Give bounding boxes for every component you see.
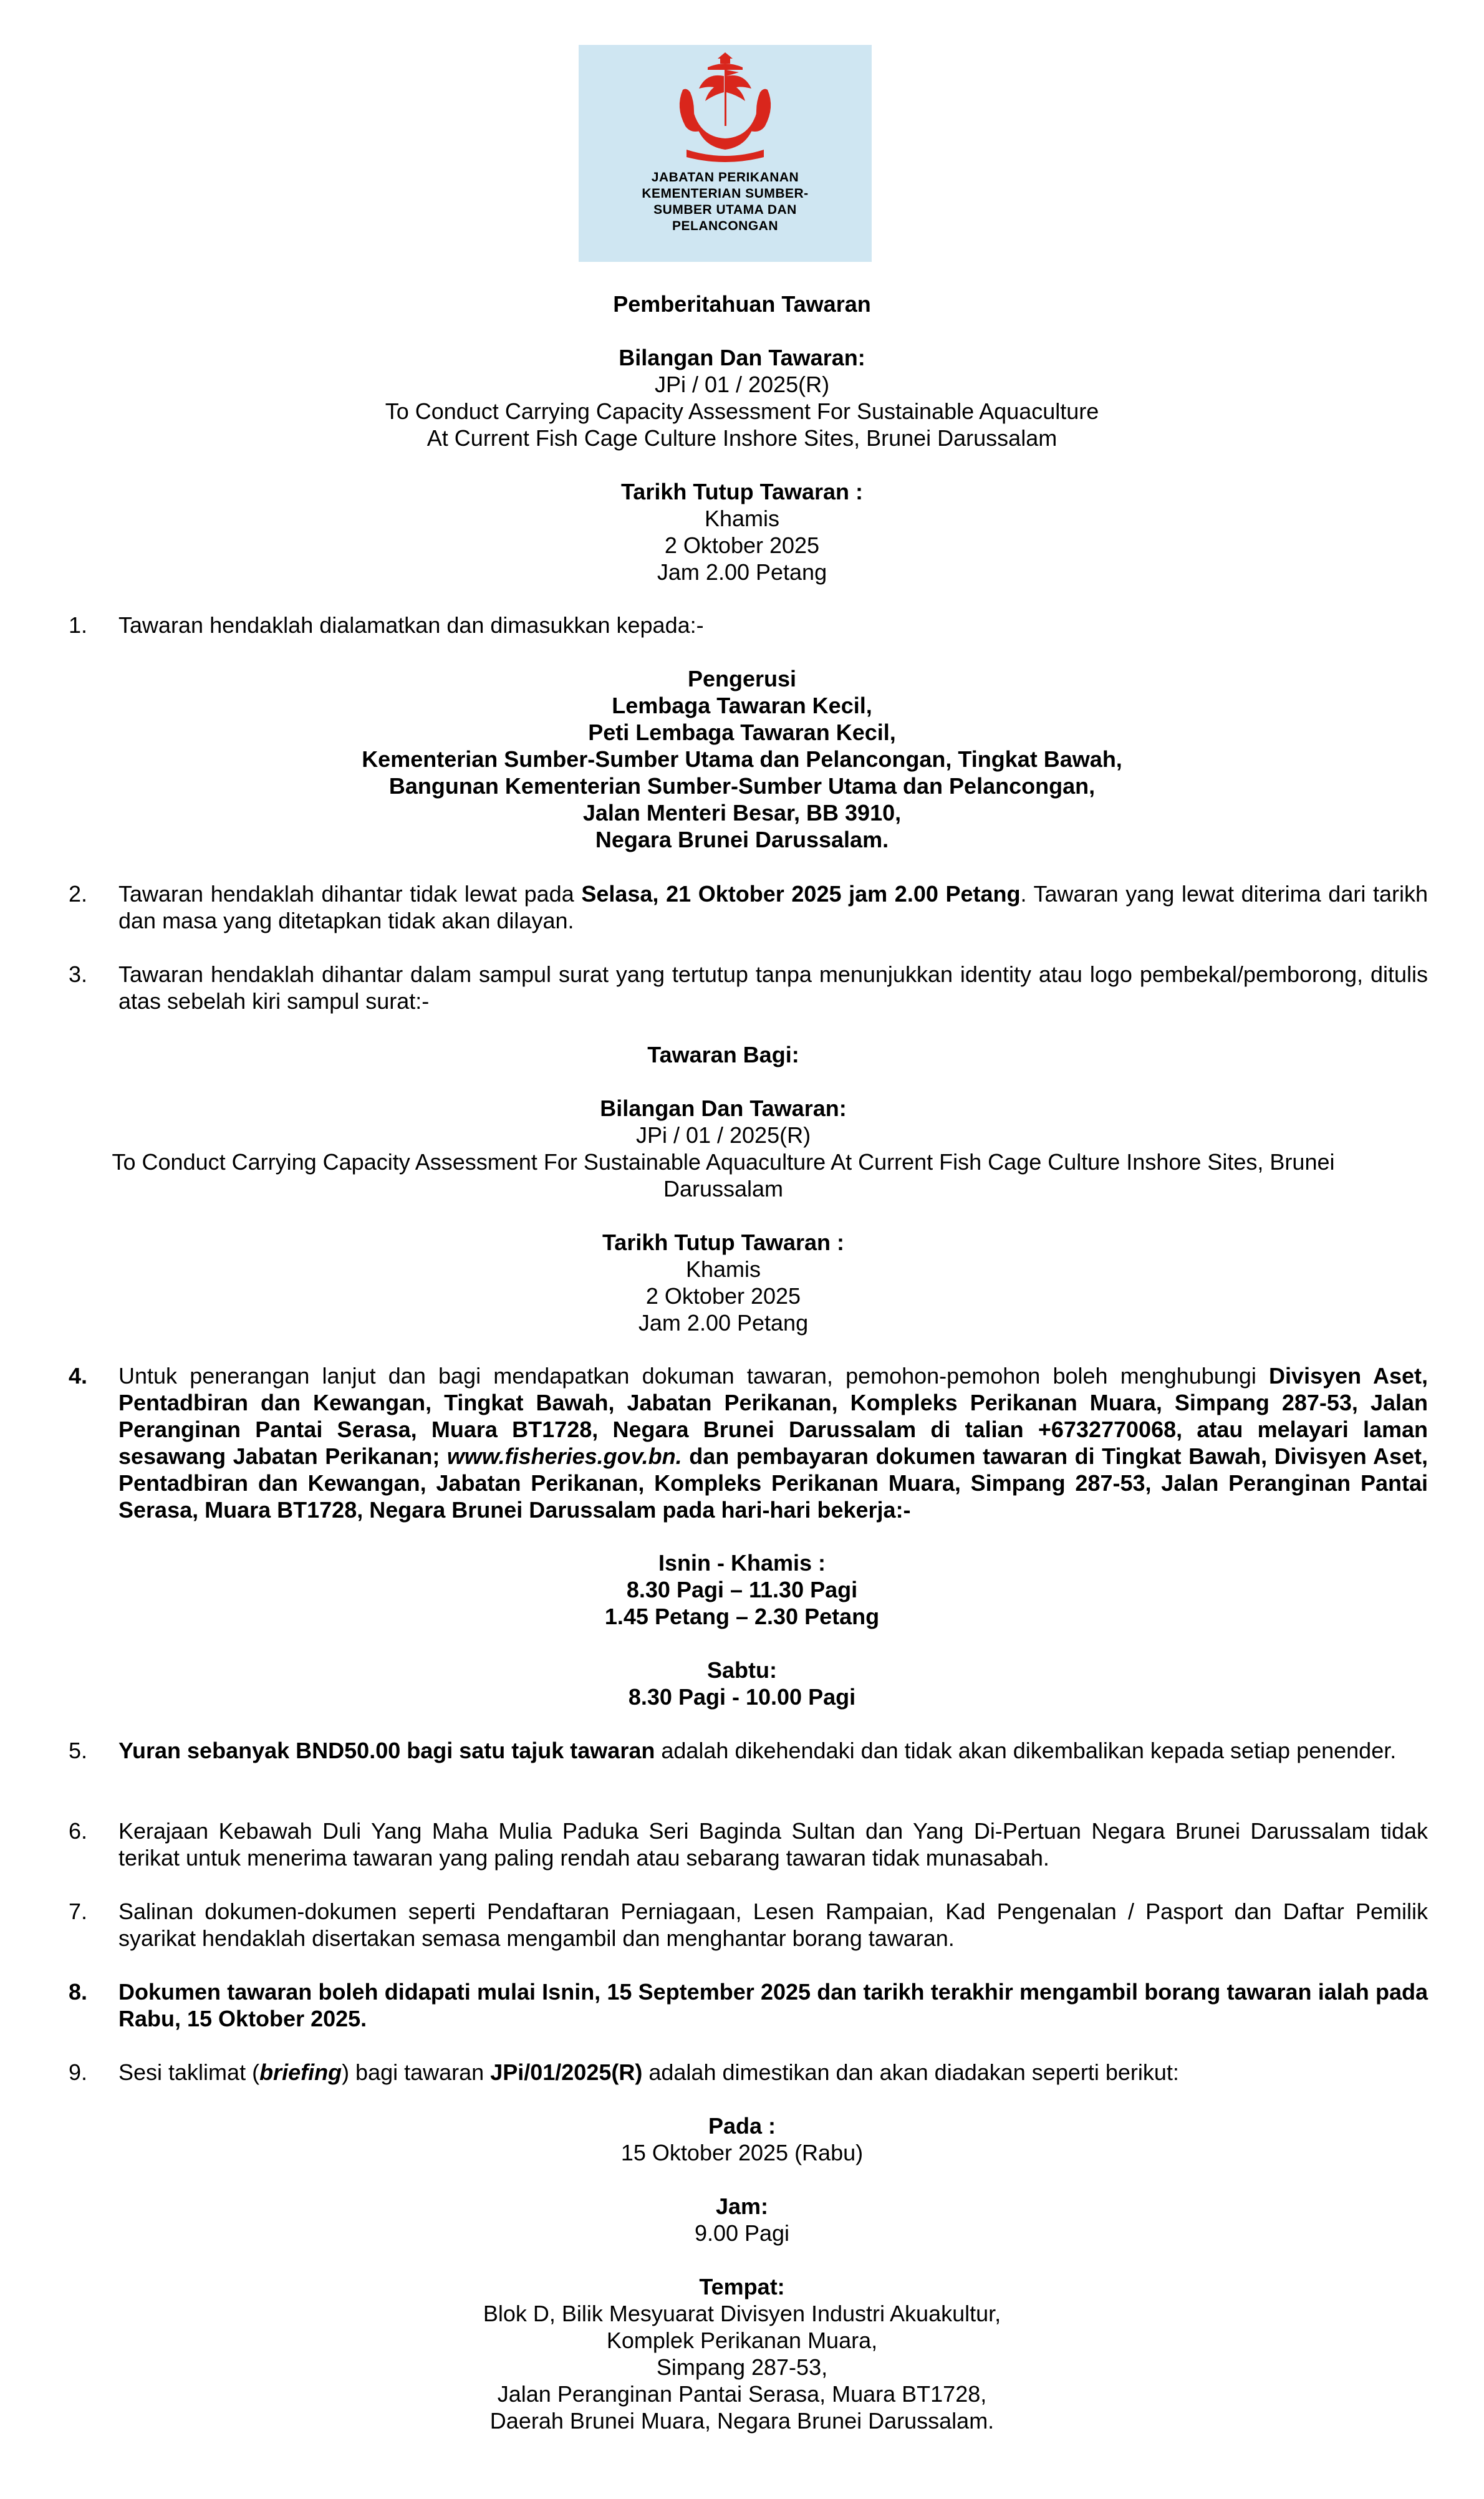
logo-line: JABATAN PERIKANAN [651,170,799,185]
for-label: Tawaran Bagi: [647,1042,799,1067]
clause-4 [69,1362,1428,1523]
subject-line: To Conduct Carrying Capacity Assessment For Sustainable Aquaculture At Current Fish Cage Culture Inshore Sites, Brunei [112,1149,1335,1175]
clause-text: Salinan dokumen-dokumen seperti Pendaftaran Perniagaan, Lesen Rampaian, Kad Pengenalan / Pasport dan Daftar Pemilik syarikat hendaklah disertakan semasa mengambil dan menghantar borang tawaran. [118,1899,1428,1951]
clause-text: Sesi taklimat (briefing) bagi tawaran JPi/01/2025(R) adalah dimestikan dan akan diadakan seperti berikut: [118,2059,1179,2085]
clause-7 [69,1898,1428,1952]
briefing-date: 15 Oktober 2025 (Rabu) [620,2140,864,2165]
subject-line: At Current Fish Cage Culture Inshore Sites, Brunei Darussalam [426,425,1058,451]
subject-line: To Conduct Carrying Capacity Assessment For Sustainable Aquaculture [385,398,1099,424]
venue-line: Simpang 287-53, [656,2354,828,2380]
website-link[interactable]: www.fisheries.gov.bn. [446,1443,682,1469]
address-line: Bangunan Kementerian Sumber-Sumber Utama dan Pelancongan, [388,773,1096,799]
briefing-time-label: Jam: [715,2193,769,2219]
briefing-venue-label: Tempat: [699,2274,785,2299]
clause-text: Untuk penerangan lanjut dan bagi mendapatkan dokuman tawaran, pemohon-pemohon boleh menghubungi Divisyen Aset, Pentadbiran dan Kewangan, Tingkat Bawah, Jabatan Perikanan, Kompleks Perikanan Muara, Simpang 287-53, Jalan Peranginan Pantai Serasa, Muara BT1728, Negara Brunei Darussalam di talian +6732770068, atau melayari laman sesawang Jabatan Perikanan; www.fisheries.gov.bn. dan pembayaran dokumen tawaran di Tingkat Bawah, Divisyen Aset, Pentadbiran dan Kewangan, Jabatan Perikanan, Kompleks Perikanan Muara, Simpang 287-53, Jalan Peranginan Pantai Serasa, Muara BT1728, Negara Brunei Darussalam pada hari-hari bekerja:- [118,1363,1429,1523]
briefing-time: 9.00 Pagi [694,2220,790,2246]
envelope-label-block [37,1041,1409,1336]
clause-text: Tawaran hendaklah dihantar tidak lewat pada Selasa, 21 Oktober 2025 jam 2.00 Petang. Tawaran yang lewat diterima dari tarikh dan masa yang ditetapkan tidak akan dilayan. [118,881,1429,933]
clause-number: 8. [69,1979,88,2005]
clause-text: Tawaran hendaklah dialamatkan dan dimasukkan kepada:- [118,612,704,638]
briefing-date-label: Pada : [708,2113,776,2139]
venue-line: Jalan Peranginan Pantai Serasa, Muara BT1728, [497,2381,987,2407]
ministry-logo [579,45,872,262]
address-line: Peti Lembaga Tawaran Kecil, [588,720,896,745]
logo-line: KEMENTERIAN SUMBER- [642,186,809,201]
closing-date: 2 Oktober 2025 [664,532,820,558]
deadline-text: Selasa, 21 Oktober 2025 jam 2.00 Petang [581,881,1021,907]
address-block [69,665,1415,853]
venue-line: Komplek Perikanan Muara, [606,2328,878,2353]
clause-number: 4. [69,1363,88,1389]
closing-day: Khamis [685,1256,761,1282]
saturday-slot: 8.30 Pagi - 10.00 Pagi [628,1684,856,1710]
clause-number: 6. [69,1818,88,1844]
briefing-details [69,2112,1415,2434]
clause-text: Kerajaan Kebawah Duli Yang Maha Mulia Paduka Seri Baginda Sultan dan Yang Di-Pertuan Negara Brunei Darussalam tidak terikat untuk menerima tawaran yang paling rendah atau sebarang tawaran tidak munasabah. [118,1818,1428,1871]
address-line: Pengerusi [687,666,797,691]
closing-time: Jam 2.00 Petang [657,559,827,585]
clause-number: 9. [69,2059,88,2085]
ref-number: JPi / 01 / 2025(R) [654,372,830,397]
address-line: Kementerian Sumber-Sumber Utama dan Pelancongan, Tingkat Bawah, [362,746,1122,772]
address-line: Jalan Menteri Besar, BB 3910, [582,800,902,826]
notice-header [69,291,1415,585]
clause-8 [69,1978,1428,2032]
weekday-label: Isnin - Khamis : [658,1550,826,1576]
clause-number: 3. [69,961,88,987]
address-line: Lembaga Tawaran Kecil, [612,693,872,718]
clause-9 [69,2059,1428,2086]
clause-6 [69,1818,1428,1871]
clause-number: 1. [69,612,88,638]
clause-text: Dokumen tawaran boleh didapati mulai Isnin, 15 September 2025 dan tarikh terakhir mengambil borang tawaran ialah pada Rabu, 15 Oktober 2025. [118,1979,1428,2031]
clause-number: 2. [69,881,88,907]
weekday-slot: 1.45 Petang – 2.30 Petang [604,1604,880,1629]
ref-label: Bilangan Dan Tawaran: [619,345,865,370]
ref-number: JPi / 01 / 2025(R) [635,1122,811,1148]
subject-line: Darussalam [663,1176,784,1201]
address-line: Negara Brunei Darussalam. [595,827,889,852]
clause-text: Tawaran hendaklah dihantar dalam sampul surat yang tertutup tanpa menunjukkan identity atau logo pembekal/pemborong, ditulis atas sebelah kiri sampul surat:- [118,961,1428,1014]
fee-text: Yuran sebanyak BND50.00 bagi satu tajuk tawaran [118,1738,655,1763]
page-title: Pemberitahuan Tawaran [613,291,871,317]
clause-number: 7. [69,1899,88,1924]
closing-time: Jam 2.00 Petang [638,1310,809,1336]
weekday-slot: 8.30 Pagi – 11.30 Pagi [626,1577,858,1602]
closing-label: Tarikh Tutup Tawaran : [620,479,864,504]
saturday-label: Sabtu: [707,1657,777,1683]
ref-label: Bilangan Dan Tawaran: [600,1095,847,1121]
clause-2 [69,880,1428,934]
closing-day: Khamis [704,506,780,531]
clause-3 [69,961,1428,1014]
clause-number: 5. [69,1738,88,1763]
clause-text: Yuran sebanyak BND50.00 bagi satu tajuk tawaran adalah dikehendaki dan tidak akan dikembalikan kepada setiap penender. [118,1738,1397,1763]
brunei-crest-icon [669,51,781,166]
clause-5 [69,1737,1428,1764]
clause-1 [69,612,1428,638]
closing-label: Tarikh Tutup Tawaran : [602,1230,845,1255]
office-hours-block [69,1549,1415,1710]
venue-line: Daerah Brunei Muara, Negara Brunei Darussalam. [489,2408,995,2434]
venue-line: Blok D, Bilik Mesyuarat Divisyen Industri Akuakultur, [483,2301,1001,2326]
logo-line: PELANCONGAN [672,219,778,233]
closing-date: 2 Oktober 2025 [645,1283,801,1309]
logo-line: SUMBER UTAMA DAN [653,203,797,217]
